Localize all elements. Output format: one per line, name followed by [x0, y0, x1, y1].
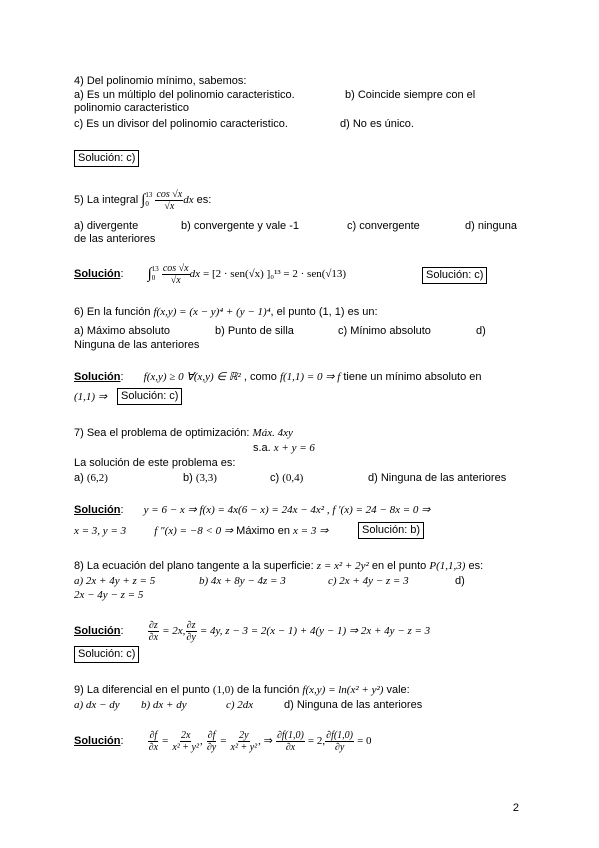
integral-sign: ∫	[147, 266, 152, 283]
q6-solution-expression-2: f(1,1) = 0 ⇒ f	[279, 371, 341, 383]
q9-option-d: d) Ninguna de las anteriores	[284, 699, 423, 711]
q8-solution-expression-2: = 4y, z − 3 = 2(x − 1) + 4(y − 1) ⇒ 2x + 4y − z = 3	[199, 625, 431, 637]
q9-result-2: = 0	[357, 735, 372, 747]
q5-option-d-continued: de las anteriores	[74, 233, 156, 245]
q8-option-b: b) 4x + 8y − 4z = 3	[199, 575, 286, 587]
q8-statement	[74, 560, 483, 573]
upper-limit: 13	[151, 265, 159, 274]
solution-label: Solución	[74, 371, 121, 383]
df-dx-fraction	[148, 730, 159, 753]
q5-suffix: es:	[196, 194, 212, 206]
q6-solution-line1: Solución: f(x,y) ≥ 0 ∀(x,y) ∈ ℝ² , como f(1,1) = 0 ⇒ f tiene un mínimo absoluto en	[74, 371, 482, 383]
q9-option-b: b) dx + dy	[141, 699, 187, 711]
integral-limits	[152, 265, 159, 283]
fraction-numerator: ∂f	[207, 729, 216, 741]
df-dy-at-point	[325, 730, 354, 753]
q7-solution-line1: Solución: y = 6 − x ⇒ f(x) = 4x(6 − x) = 24x − 4x² , f ′(x) = 24 − 8x = 0 ⇒	[74, 504, 431, 516]
q6-prefix: 6) En la función	[74, 306, 151, 318]
solution-label: Solución	[74, 735, 121, 747]
integral-limits	[145, 191, 152, 209]
q8-option-a: a) 2x + 4y + z = 5	[74, 575, 156, 587]
q8-solution-expression: = 2x,	[162, 625, 186, 637]
q8-solution: Solución: $\frac{\partial z}{\partial x}$ = 2x, $\frac{\partial z}{\partial y}$ = 4y, z − 3 = 2(x − 1) + 4(y − 1) ⇒ 2x + 4y − z = 3	[74, 619, 431, 643]
q4-option-a-continued: polinomio caracteristico	[74, 102, 189, 114]
q5-integrand	[155, 189, 183, 212]
q6-option-a: a) Máximo absoluto	[74, 325, 170, 337]
q7-option-c	[270, 472, 303, 485]
page-number: 2	[512, 802, 519, 814]
q9-point: (1,0)	[212, 684, 234, 696]
q7-prefix: 7) Sea el problema de optimización:	[74, 427, 250, 439]
q4-option-b: b) Coincide siempre con el	[345, 89, 476, 101]
q6-solution-box: Solución: c)	[117, 388, 182, 405]
lower-limit: 0	[151, 274, 156, 283]
q5-statement	[74, 188, 211, 212]
q9-function: f(x,y) = ln(x² + y²)	[302, 684, 384, 696]
q6-solution-text-2: tiene un mínimo absoluto en	[343, 371, 482, 383]
q7-maximum-expression: x = 3 ⇒	[293, 525, 329, 537]
dz-dx-fraction	[148, 620, 159, 643]
integrand-denominator: √x	[164, 200, 175, 212]
q6-option-d-continued: Ninguna de las anteriores	[74, 339, 200, 351]
fraction-denominator: ∂x	[148, 741, 159, 753]
q6-option-c: c) Mínimo absoluto	[338, 325, 431, 337]
q8-surface: z = x² + 2y²	[316, 560, 369, 572]
fraction-numerator: ∂z	[186, 619, 196, 631]
q6-option-d: d)	[476, 325, 486, 337]
fraction-denominator: x² + y²	[230, 741, 258, 753]
q8-prefix: 8) La ecuación del plano tangente a la superficie:	[74, 560, 314, 572]
q7-statement	[74, 427, 293, 440]
q4-title: 4) Del polinomio mínimo, sabemos:	[74, 75, 247, 87]
option-label: b)	[183, 472, 193, 484]
q4-option-c: c) Es un divisor del polinomio caracteristico.	[74, 118, 288, 130]
option-value: (3,3)	[195, 472, 217, 484]
q9-result-1: = 2,	[307, 735, 326, 747]
q5-option-d: d) ninguna	[465, 220, 517, 232]
integrand-denominator: √x	[170, 274, 181, 286]
subject-to-label: s.a.	[253, 442, 271, 454]
option-value: (0,4)	[282, 472, 304, 484]
solution-label: Solución	[74, 268, 121, 280]
fraction-denominator: ∂x	[148, 631, 159, 643]
q8-option-d: d)	[455, 575, 465, 587]
q9-suffix: vale:	[386, 684, 410, 696]
fraction-numerator: 2x	[180, 729, 191, 741]
fraction-denominator: x² + y²	[172, 741, 199, 753]
q5-option-c: c) convergente	[347, 220, 420, 232]
q6-solution-text: , como	[243, 371, 277, 383]
df-dx-at-point	[276, 730, 305, 753]
q7-solution-derivation: y = 6 − x ⇒ f(x) = 4x(6 − x) = 24x − 4x² , f ′(x) = 24 − 8x = 0 ⇒	[143, 504, 431, 516]
integrand-numerator: cos √x	[156, 188, 183, 200]
q7-critical-point: x = 3, y = 3	[74, 525, 127, 537]
integrand-numerator: cos √x	[162, 262, 189, 274]
q5-dx: dx	[189, 268, 200, 280]
fraction-numerator: ∂f(1,0)	[276, 729, 304, 741]
q4-option-a: a) Es un múltiplo del polinomio caracteristico.	[74, 89, 295, 101]
q5-option-a: a) divergente	[74, 220, 139, 232]
q9-option-a: a) dx − dy	[74, 699, 120, 711]
q7-option-b	[183, 472, 217, 485]
q7-solution-line2	[74, 525, 328, 538]
df-dx-value	[171, 730, 200, 753]
q6-solution-expression: f(x,y) ≥ 0 ∀(x,y) ∈ ℝ²	[143, 371, 241, 383]
fraction-numerator: ∂z	[148, 619, 158, 631]
q6-function: f(x,y) = (x − y)⁴ + (y − 1)⁴	[153, 306, 271, 318]
q8-point: P(1,1,3)	[429, 560, 466, 572]
q8-option-c: c) 2x + 4y − z = 3	[328, 575, 409, 587]
solution-label: Solución	[74, 625, 121, 637]
q6-solution-expression-3: (1,1) ⇒	[74, 391, 108, 403]
fraction-denominator: ∂y	[206, 741, 217, 753]
option-value: (6,2)	[86, 472, 108, 484]
q7-objective: Máx. 4xy	[252, 427, 293, 439]
q4-option-d: d) No es único.	[340, 118, 414, 130]
q6-solution-line2	[74, 391, 107, 404]
fraction-numerator: ∂f(1,0)	[326, 729, 354, 741]
q6-option-b: b) Punto de silla	[215, 325, 294, 337]
q5-solution-expression: = [2 · sen(√x) ]₀¹³ = 2 · sen(√13)	[203, 268, 347, 280]
q7-constraint	[253, 442, 315, 455]
q4-solution-box: Solución: c)	[74, 150, 139, 167]
lower-limit: 0	[145, 200, 149, 209]
fraction-numerator: 2y	[239, 729, 249, 741]
q5-solution-box: Solución: c)	[422, 267, 487, 284]
q7-second-derivative: f ″(x) = −8 < 0 ⇒	[154, 525, 234, 537]
q5-dx: dx	[183, 194, 194, 206]
q5-solution-integrand	[162, 263, 190, 286]
fraction-denominator: ∂y	[186, 631, 196, 643]
dz-dy-fraction	[185, 620, 196, 643]
q7-maximum-text: Máximo en	[236, 525, 290, 537]
q7-option-d: d) Ninguna de las anteriores	[368, 472, 507, 484]
q6-statement	[74, 306, 378, 319]
q5-option-b: b) convergente y vale -1	[181, 220, 300, 232]
q9-solution: Solución: $\frac{\partial f}{\partial x}$ = $\frac{2x}{\text{x² + y²}}$ , $\frac{\partial f}{\partial y}$ = $\frac{2y}{\text{x² + y²}}$ , ⇒ $\frac{\partial f(1,0)}{\partial x}$ = 2, $\frac{\partial f(1,0)}{\partial y}$ = 0	[74, 729, 372, 753]
option-label: a)	[74, 472, 84, 484]
q9-option-c: c) 2dx	[226, 699, 254, 711]
fraction-denominator: ∂x	[285, 741, 296, 753]
q9-prefix: 9) La diferencial en el punto	[74, 684, 210, 696]
integral-sign: ∫	[141, 192, 146, 209]
q8-mid: en el punto	[371, 560, 427, 572]
q5-prefix: 5) La integral	[74, 194, 139, 206]
upper-limit: 13	[145, 191, 153, 200]
df-dy-fraction	[206, 730, 217, 753]
df-dy-value	[230, 730, 259, 753]
solution-label: Solución	[74, 504, 121, 516]
q8-option-d-continued: 2x − 4y − z = 5	[74, 589, 144, 601]
q5-solution: Solución: ∫ 13 0 $\frac{\cos √x}{√x}$ dx = [2 · sen(√x) ]₀¹³ = 2 · sen(√13)	[74, 262, 347, 286]
q9-mid: de la función	[236, 684, 300, 696]
q8-suffix: es:	[468, 560, 484, 572]
fraction-denominator: ∂y	[334, 741, 345, 753]
q6-suffix: , el punto (1, 1) es un:	[270, 306, 378, 318]
q8-solution-box: Solución: c)	[74, 646, 139, 663]
q7-option-a	[74, 472, 108, 485]
q7-constraint-expression: x + y = 6	[273, 442, 315, 454]
fraction-numerator: ∂f	[149, 729, 158, 741]
q9-statement	[74, 684, 410, 697]
q7-line2: La solución de este problema es:	[74, 457, 236, 469]
q7-solution-box: Solución: b)	[358, 522, 424, 539]
option-label: c)	[270, 472, 280, 484]
